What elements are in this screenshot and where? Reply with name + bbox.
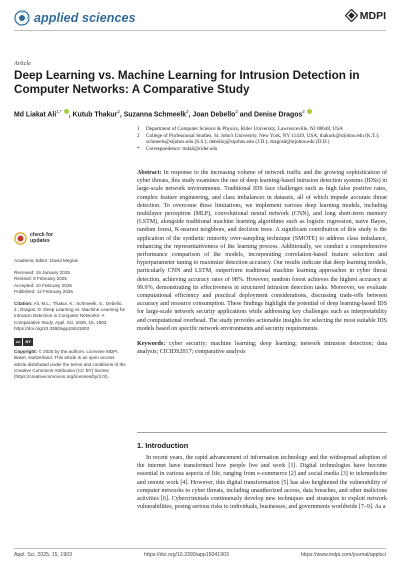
citation-text[interactable]: Ali, M.L.; Thakur, K.; Schmeelk, S.; Debello, J.; Dragos, D. Deep Learning vs. Machine Learning for Intrusion Detection in Computer Networks: A Comparative Study. Appl. Sci. 2025, 15, 1903. https://doi.org/10.3390/app15041903 bbox=[14, 301, 126, 331]
author-affil-marker: 2 bbox=[302, 109, 305, 114]
received-date: Received: 19 January 2025 bbox=[14, 270, 70, 276]
footer-doi-link[interactable]: https://doi.org/10.3390/app15041903 bbox=[144, 552, 229, 558]
affiliation-text: Department of Computer Science & Physics, Rider University, Lawrenceville, NJ 08648, USA bbox=[146, 126, 343, 132]
affiliation-number: 2 bbox=[137, 132, 140, 139]
published-date: Published: 12 February 2025 bbox=[14, 288, 73, 294]
publisher-logo[interactable] bbox=[345, 9, 386, 22]
author-affil-marker: 2 bbox=[235, 109, 238, 114]
article-title: Deep Learning vs. Machine Learning for Intrusion Detection in Computer Networks: A Comparative Study bbox=[14, 69, 360, 97]
citation-block bbox=[14, 301, 126, 332]
updates-line1: check for bbox=[30, 231, 54, 238]
author-list: Md Liakat Ali$^{1,*}$ , Kutub Thakur$^2$, Suzanna Schmeelk$^2$, Joan Debello$^2$ and Denise Dragos$^2$ bbox=[14, 109, 394, 118]
abstract bbox=[137, 169, 387, 333]
author-affil-marker: 2 bbox=[117, 109, 120, 114]
academic-editor: Academic Editor: David Megías bbox=[14, 258, 79, 263]
author-name[interactable]: Joan Debello bbox=[192, 111, 236, 119]
cc-license-badge[interactable] bbox=[14, 338, 33, 346]
affiliation-number: 1 bbox=[137, 126, 140, 132]
affiliation-item bbox=[137, 146, 387, 153]
copyright-label: Copyright: bbox=[14, 349, 38, 355]
publisher-logo-icon bbox=[345, 9, 358, 22]
affiliation-item bbox=[137, 133, 387, 146]
journal-logo-icon bbox=[14, 10, 30, 26]
keywords-label: Keywords: bbox=[137, 341, 166, 348]
keywords bbox=[137, 340, 387, 356]
abstract-text: In response to the increasing volume of network traffic and the growing sophistication of cyber threats, this study examines the use of deep learning-based intrusion detection systems (IDSs) in large-scale network environments. Traditional IDS face challenges such as high false positive rates, complex feature engineering, and class imbalances in datasets, all of which impede accurate threat detection. To overcome these limitations, we implement various deep learning models, including multilayer perceptron (MLP), convolutional neural network (CNN), and long short-term memory (LSTM), alongside traditional machine learning algorithms such as logistic regression, naive Bayes, random forest, K-nearest neighbors, and decision trees. A significant contribution of this study is the application of the synthetic minority over-sampling technique (SMOTE) to address class imbalance, enhancing the representativeness of the learning process. Additionally, we conduct a comprehensive performance comparison of the models, incorporating correlation-based feature selection and hyperparameter tuning to maximize detection accuracy. Our results indicate that deep learning models, particularly CNN and LSTM, outperform traditional machine learning approaches in cyber threat detection, achieving accuracy rates of 98%. However, random forest achieves the highest accuracy at 99.9%, demonstrating its effectiveness in structured intrusion detection tasks. Moreover, we evaluate computational efficiency and practical deployment considerations, discussing trade-offs between accuracy and resource consumption. These findings highlight the potential of deep learning-based IDS for large-scale network security applications while addressing key challenges such as interpretability and computational overhead. The study provides actionable insights for selecting the most suitable IDS models based on specific network environments and security requirements. bbox=[137, 170, 388, 332]
check-updates-icon bbox=[14, 232, 27, 245]
accepted-date: Accepted: 10 February 2025 bbox=[14, 282, 72, 288]
author-name[interactable]: Md Liakat Ali bbox=[14, 111, 57, 119]
journal-logo[interactable] bbox=[14, 10, 136, 26]
affiliation-number: * bbox=[137, 145, 140, 152]
affiliation-item bbox=[137, 126, 387, 133]
author-affil-marker: 1,* bbox=[56, 109, 62, 114]
copyright-block bbox=[14, 349, 126, 380]
footer-citation: Appl. Sci. 2025, 15, 1903 bbox=[14, 552, 72, 558]
author-name[interactable]: Denise Dragos bbox=[253, 111, 303, 119]
cc-badge-right: BY bbox=[23, 338, 33, 346]
header-divider bbox=[14, 30, 386, 31]
updates-line2: updates bbox=[30, 237, 50, 244]
journal-name: applied sciences bbox=[34, 11, 136, 25]
footer-divider bbox=[14, 548, 386, 549]
affiliations bbox=[137, 126, 387, 152]
publisher-name: MDPI bbox=[359, 9, 386, 22]
orcid-icon[interactable] bbox=[307, 109, 312, 114]
abstract-label: Abstract: bbox=[137, 170, 162, 176]
author-affil-marker: 2 bbox=[186, 109, 189, 114]
check-for-updates-button[interactable] bbox=[14, 232, 126, 245]
cc-badge-left: cc bbox=[14, 338, 22, 346]
article-sidebar bbox=[14, 232, 126, 386]
citation-label: Citation: bbox=[14, 301, 33, 307]
keywords-text: cyber security; machine learning; deep learning; network intrusion detection; data analysis; CICIDS2017; comparative analysis bbox=[137, 341, 388, 356]
section-heading: 1. Introduction bbox=[137, 441, 189, 450]
copyright-text: © 2025 by the authors. Licensee MDPI, Basel, Switzerland. This article is an open access article distributed under the terms and conditions of the Creative Commons Attribution (CC BY) license (https://creativecommons.org/licenses/by/4.0/). bbox=[14, 349, 126, 380]
footer-journal-link[interactable]: https://www.mdpi.com/journal/applsci bbox=[300, 552, 386, 558]
introduction-paragraph: In recent years, the rapid advancement of information technology and the widespread adoption of the internet have transformed how people live and work [1]. Digital technologies have become essential in various aspects of life, ranging from e-commerce [2] and social media [3] to telemedicine and remote work [4]. However, this digital transformation [5] has also heightened the vulnerability of computer networks to cyber threats, including unauthorized access, data breaches, and other malicious activities [6]. Cybercriminals continuously develop new techniques and strategies to exploit network vulnerabilities, posing serious risks to individuals, businesses, and governments worldwide [7–9]. As a bbox=[137, 455, 387, 511]
section-divider bbox=[137, 432, 387, 433]
revised-date: Revised: 8 February 2025 bbox=[14, 276, 67, 282]
orcid-icon[interactable] bbox=[64, 109, 69, 114]
article-type: Article bbox=[14, 60, 31, 67]
correspondence-text[interactable]: Correspondence: mdali@rider.edu bbox=[146, 145, 218, 152]
dates-block bbox=[14, 270, 126, 295]
main-column bbox=[137, 169, 387, 356]
page-footer bbox=[14, 552, 386, 558]
affiliation-text: College of Professional Studies, St. John's University, New York, NY 11439, USA; thakurk@stjohns.edu (K.T.); schmeels@stjohns.edu (S.S.); debelloj@stjohns.edu (J.D.); dragosd@stjohns.edu (D.D.) bbox=[146, 132, 380, 146]
author-name[interactable]: Kutub Thakur bbox=[72, 111, 118, 119]
author-name[interactable]: Suzanna Schmeelk bbox=[123, 111, 187, 119]
